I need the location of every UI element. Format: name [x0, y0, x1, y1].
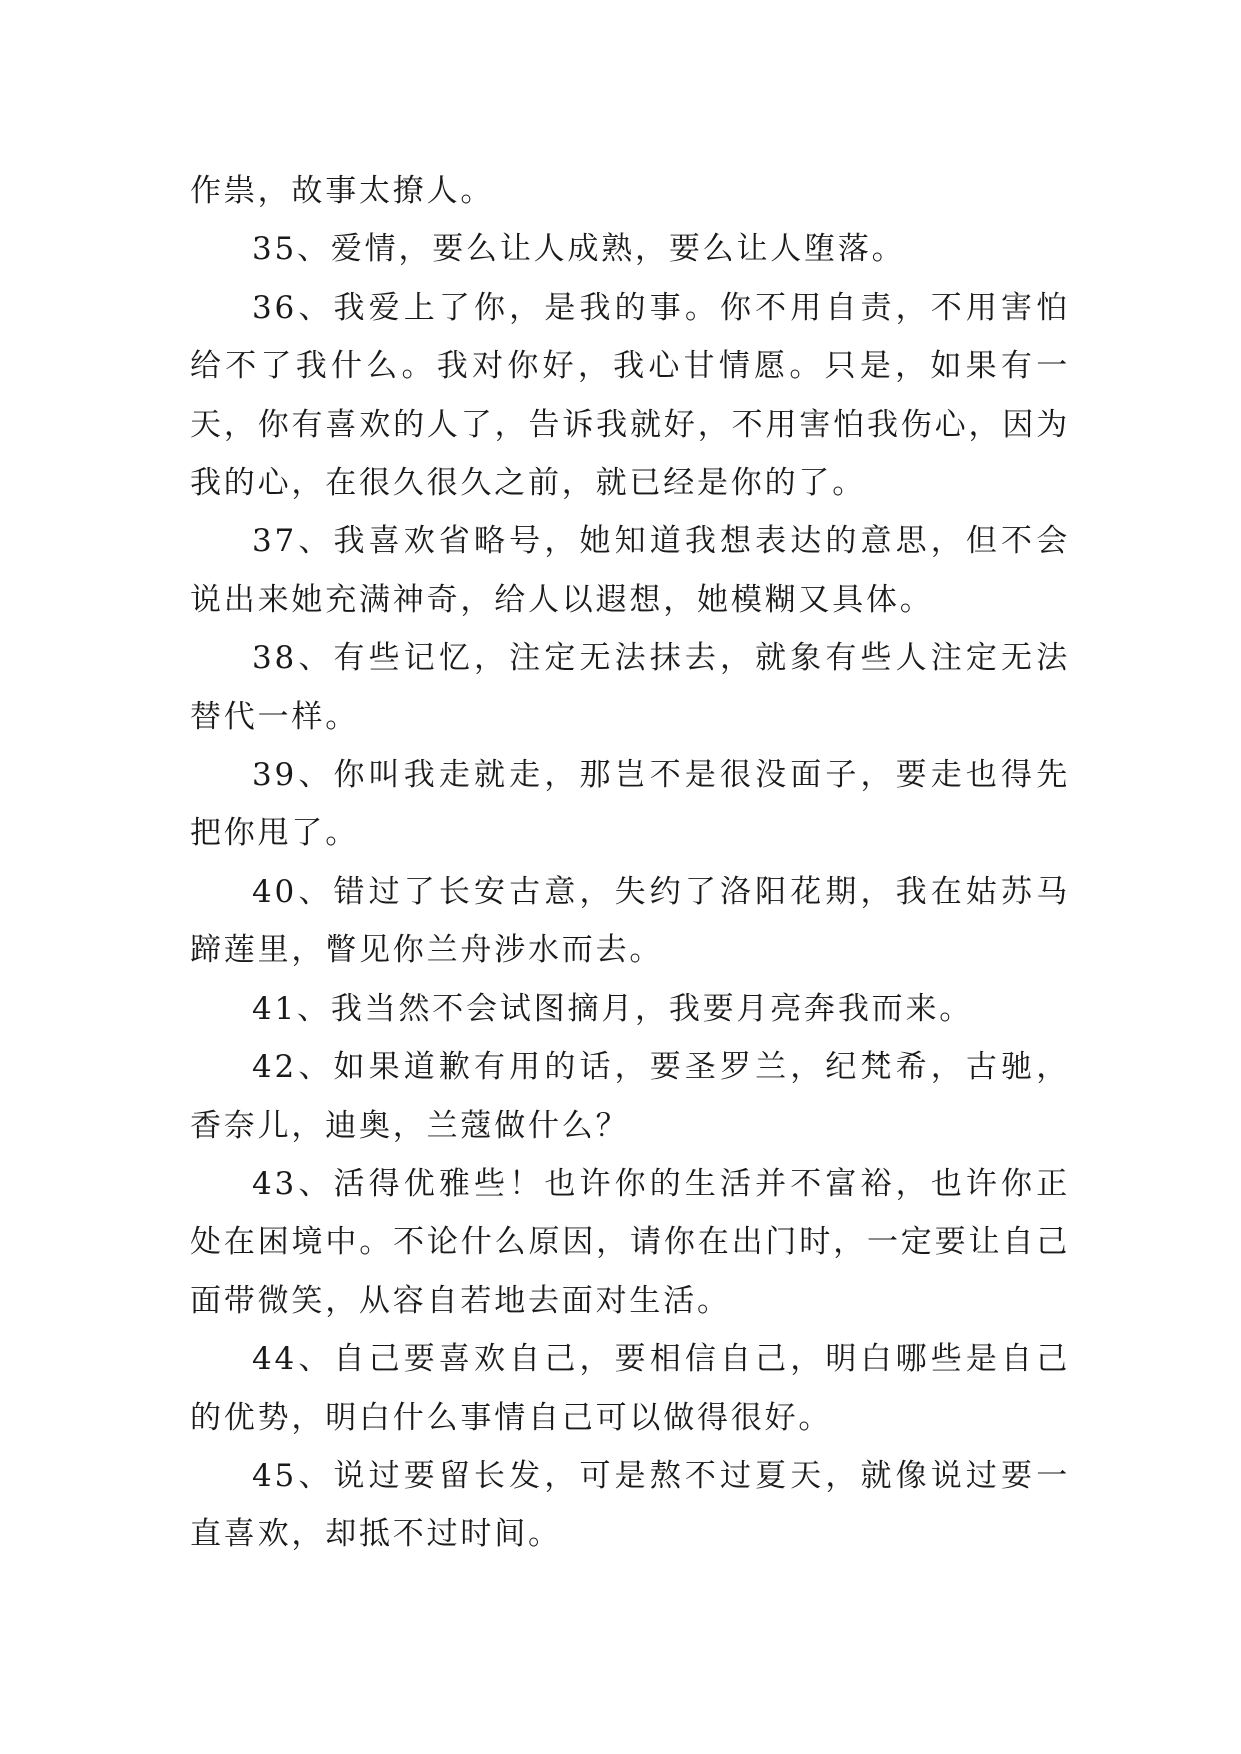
- paragraph-42: 42、如果道歉有用的话，要圣罗兰，纪梵希，古驰，香奈儿，迪奥，兰蔻做什么？: [190, 1049, 1070, 1144]
- paragraph-38: 38、有些记忆，注定无法抹去，就象有些人注定无法替代一样。: [190, 640, 1070, 735]
- body-text: [190, 162, 1070, 1564]
- paragraph-41: 41、我当然不会试图摘月，我要月亮奔我而来。: [252, 990, 974, 1027]
- paragraph-39: 39、你叫我走就走，那岂不是很没面子，要走也得先把你甩了。: [190, 757, 1070, 852]
- paragraph-40: 40、错过了长安古意，失约了洛阳花期，我在姑苏马蹄莲里，瞥见你兰舟涉水而去。: [190, 873, 1070, 969]
- paragraph-35: 35、爱情，要么让人成熟，要么让人堕落。: [252, 231, 906, 268]
- paragraph-37: 37、我喜欢省略号，她知道我想表达的意思，但不会说出来她充满神奇，给人以遐想，她模糊又具体。: [190, 523, 1070, 618]
- paragraph-continuation: 作祟，故事太撩人。: [190, 173, 495, 209]
- paragraph-36: 36、我爱上了你，是我的事。你不用自责，不用害怕给不了我什么。我对你好，我心甘情愿。只是，如果有一天，你有喜欢的人了，告诉我就好，不用害怕我伤心，因为我的心，在很久很久之前，就已经是你的了。: [190, 289, 1070, 502]
- paragraph-43: 43、活得优雅些！也许你的生活并不富裕，也许你正处在困境中。不论什么原因，请你在出门时，一定要让自己面带微笑，从容自若地去面对生活。: [190, 1165, 1070, 1319]
- paragraph-45: 45、说过要留长发，可是熬不过夏天，就像说过要一直喜欢，却抵不过时间。: [190, 1457, 1070, 1553]
- paragraph-44: 44、自己要喜欢自己，要相信自己，明白哪些是自己的优势，明白什么事情自己可以做得很好。: [190, 1341, 1070, 1436]
